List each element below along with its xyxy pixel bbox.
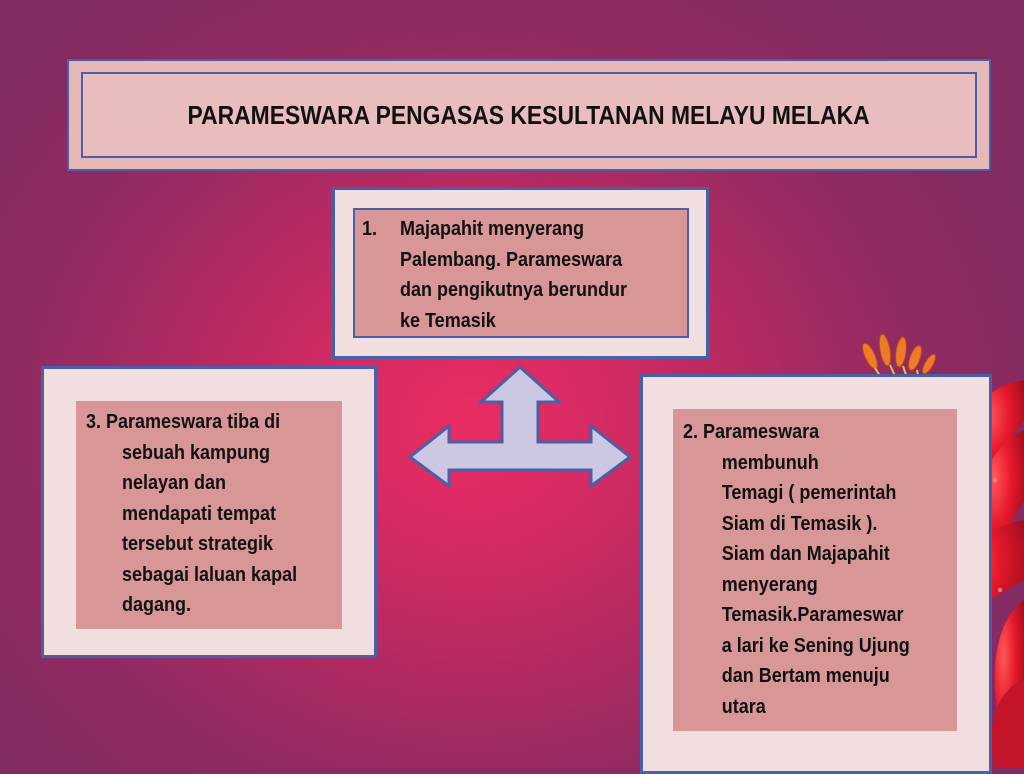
step-1-number: 1. — [362, 218, 378, 240]
step-2-box — [673, 409, 957, 731]
step-2-line: membunuh — [721, 451, 819, 474]
step-3-line: 3. Parameswara tiba di — [86, 411, 281, 433]
step-1-line: Palembang. Parameswara — [400, 248, 623, 271]
step-3-line: sebuah kampung — [122, 441, 271, 464]
step-3-line: tersebut strategik — [122, 533, 274, 555]
step-3-line: sebagai laluan kapal — [122, 563, 298, 586]
step-2-line: utara — [721, 695, 766, 718]
step-3-line: dagang. — [122, 594, 192, 616]
step-3-box — [76, 401, 342, 629]
step-2-line: Temagi ( pemerintah — [721, 482, 897, 504]
step-1-line: ke Temasik — [400, 309, 496, 332]
step-3-line: nelayan dan — [122, 472, 227, 494]
step-1-text — [400, 214, 627, 336]
step-2-line: a lari ke Sening Ujung — [721, 634, 910, 657]
three-way-arrow — [405, 364, 635, 490]
step-2-line: menyerang — [721, 573, 818, 596]
step-1-box — [353, 208, 689, 338]
step-2-line: 2. Parameswara — [683, 421, 820, 443]
step-2-line: Siam dan Majapahit — [721, 543, 890, 565]
step-3-text — [86, 407, 297, 621]
arrow-shape — [410, 367, 630, 486]
step-2-line: Siam di Temasik ). — [721, 512, 878, 535]
step-3-line: mendapati tempat — [122, 502, 277, 525]
step-2-text — [683, 417, 910, 722]
title-box — [81, 72, 977, 158]
step-2-line: dan Bertam menuju — [721, 665, 890, 687]
step-2-line: Temasik.Parameswar — [721, 604, 904, 626]
step-1-line: dan pengikutnya berundur — [400, 279, 628, 301]
page-title: PARAMESWARA PENGASAS KESULTANAN MELAYU MELAKA — [187, 99, 871, 130]
step-1-line: Majapahit menyerang — [400, 218, 585, 240]
